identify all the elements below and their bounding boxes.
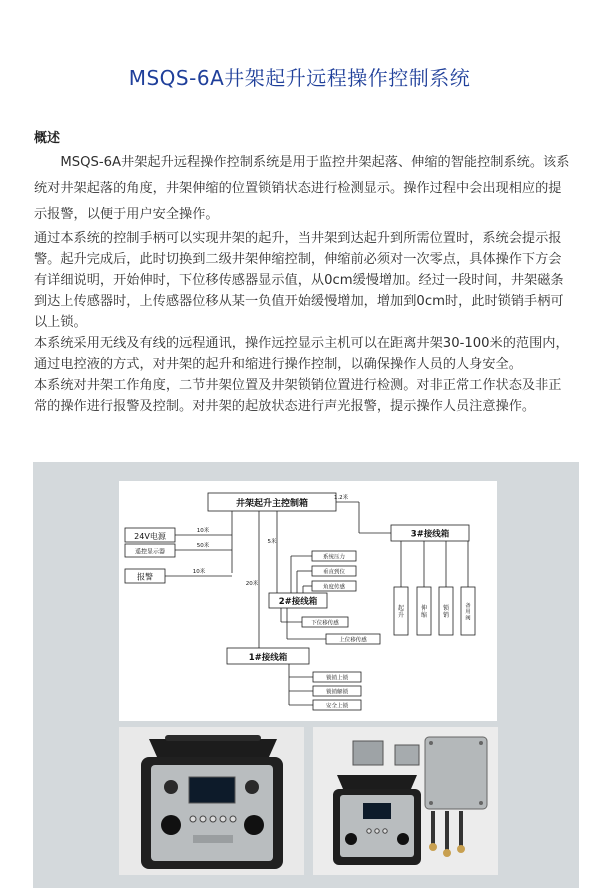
sensor-upper-label: 上位移传感 <box>339 637 367 644</box>
box3-item-4-char: 备 <box>465 602 471 609</box>
box3-item-1-char: 升 <box>397 612 405 619</box>
overview-text <box>34 150 570 417</box>
box3-items <box>398 601 471 621</box>
len-50m: 50米 <box>196 543 210 549</box>
box3-item-1-char: 起 <box>397 605 405 612</box>
box3-item-4-char: 用 <box>465 609 471 616</box>
lock-up-label: 锁销上锁 <box>325 675 349 682</box>
len-1-2m: 1.2米 <box>333 495 349 501</box>
box2-label: 2#接线箱 <box>278 597 318 607</box>
wiring-diagram-svg <box>119 481 497 721</box>
len-10m-b: 10米 <box>192 569 206 575</box>
product-photo-1 <box>119 727 304 875</box>
main-box-label: 井架起升主控制箱 <box>235 499 309 509</box>
page-title: MSQS-6A井架起升远程操作控制系统 <box>128 66 471 90</box>
box3-item-4-char: 阀 <box>465 615 471 622</box>
box1-label: 1#接线箱 <box>248 653 288 663</box>
safety-lock-label: 安全上锁 <box>325 703 349 710</box>
len-5m: 5米 <box>267 539 277 545</box>
paragraph-2: 通过本系统的控制手柄可以实现井架的起升，当井架到达起升到所需位置时，系统会提示报警。起升完成后，此时切换到二级井架伸缩控制，伸缩前必须对一次零点，具体操作下方会有详细说明，开始伸时，下位移传感器显示值，从0cm缓慢增加。经过一段时间，井架磁条到达上传感器时，上传感器位移从某一负值开始缓慢增加，增加到0cm时，此时锁销手柄可以上锁。 <box>34 231 564 330</box>
len-20m: 20米 <box>245 581 259 587</box>
sensor-lower-label: 下位移传感 <box>311 620 339 627</box>
box3-label: 3#接线箱 <box>410 529 450 540</box>
lock-release-label: 锁销解锁 <box>325 689 349 696</box>
len-10m-a: 10米 <box>196 528 210 534</box>
wiring-diagram <box>119 481 497 721</box>
paragraph-3: 本系统采用无线及有线的远程通讯，操作远控显示主机可以在距离井架30-100米的范围内，通过电控液的方式，对井架的起升和缩进行操作控制，以确保操作人员的人身安全。 <box>34 336 569 372</box>
box3-item-2-char: 缩 <box>420 612 428 619</box>
sensor-pressure-label: 系统压力 <box>322 554 346 561</box>
power-label: 24V电源 <box>134 532 166 541</box>
remote-display-label: 遥控显示器 <box>134 548 166 556</box>
sensor-vertical-label: 垂直到位 <box>322 569 346 576</box>
box3-item-2-char: 伸 <box>420 605 428 612</box>
paragraph-4: 本系统对井架工作角度，二节井架位置及井架锁销位置进行检测。对非正常工作状态及非正常的操作进行报警及控制。对井架的起放状态进行声光报警，提示操作人员注意操作。 <box>34 378 562 414</box>
controller-case-image <box>119 727 304 875</box>
sensor-angle-label: 角度传感 <box>322 584 346 591</box>
product-photo-2 <box>313 727 498 875</box>
box3-item-3-char: 锁 <box>442 605 450 612</box>
system-kit-image <box>313 727 498 875</box>
alarm-label: 报警 <box>137 572 153 582</box>
box3-item-3-char: 销 <box>442 612 450 619</box>
paragraph-1: MSQS-6A井架起升远程操作控制系统是用于监控井架起落、伸缩的智能控制系统。该系统对井架起落的角度，井架伸缩的位置锁销状态进行检测显示。操作过程中会出现相应的提示报警，以便于用户安全操作。 <box>34 155 570 222</box>
section-heading: 概述 <box>34 131 61 146</box>
